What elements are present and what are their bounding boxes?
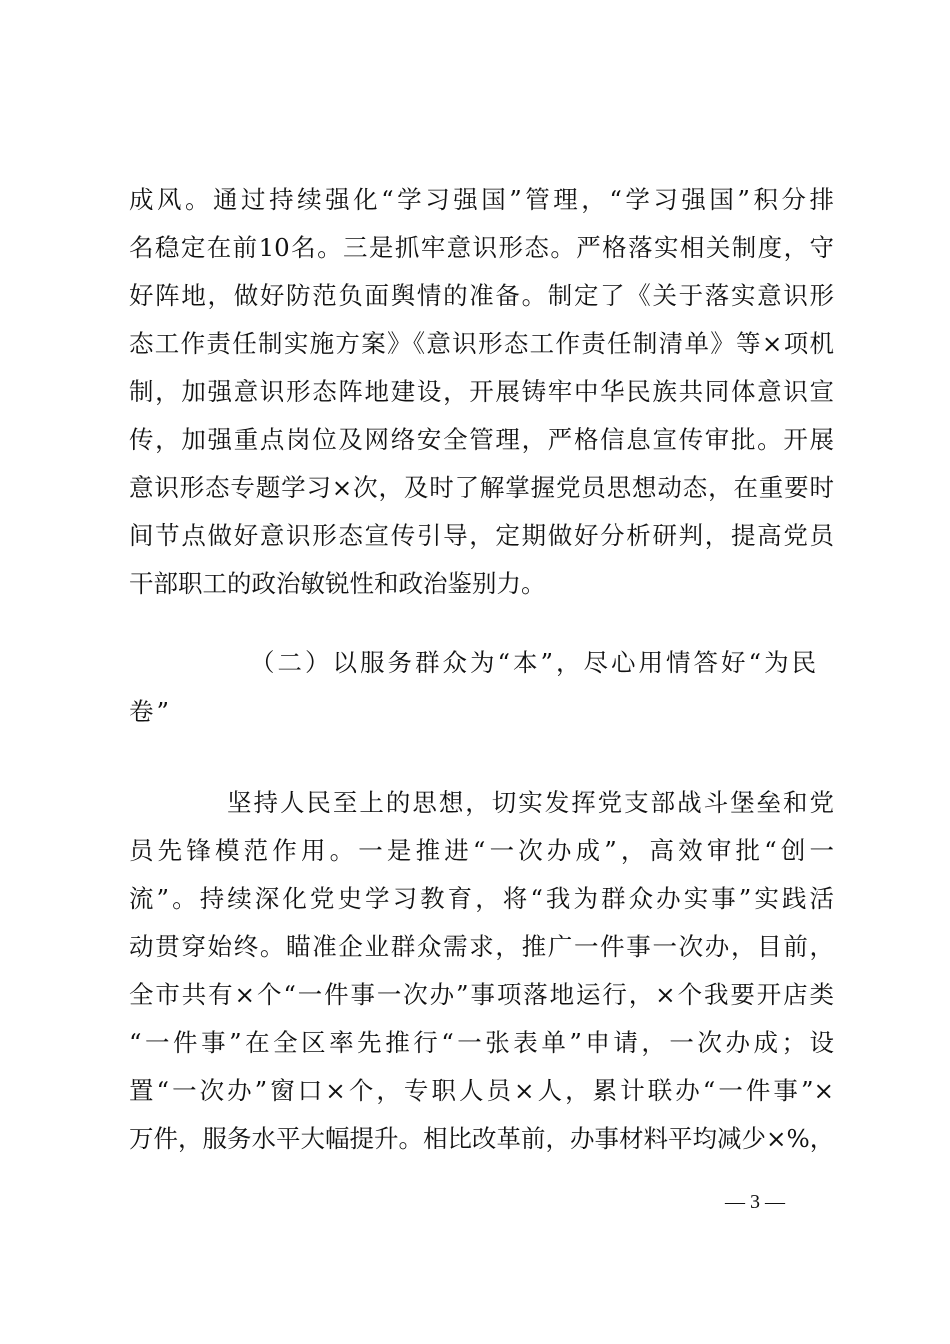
paragraph-line: 传，加强重点岗位及网络安全管理，严格信息宣传审批。开展 <box>129 425 834 454</box>
paragraph-line: 动贯穿始终。瞄准企业群众需求，推广一件事一次办，目前， <box>129 932 834 961</box>
paragraph-line: 万件，服务水平大幅提升。相比改革前，办事材料平均减少×%， <box>129 1124 835 1153</box>
section-heading-continuation: 卷” <box>129 697 173 726</box>
paragraph-line: 间节点做好意识形态宣传引导，定期做好分析研判，提高党员 <box>129 521 834 550</box>
section-heading: （二）以服务群众为“本”，尽心用情答好“为民 <box>250 648 820 677</box>
paragraph-line: 置“一次办”窗口×个，专职人员×人，累计联办“一件事”× <box>129 1076 834 1105</box>
paragraph-line: 好阵地，做好防范负面舆情的准备。制定了《关于落实意识形 <box>129 281 834 310</box>
paragraph-line: 干部职工的政治敏锐性和政治鉴别力。 <box>129 569 546 598</box>
paragraph-line: 名稳定在前10名。三是抓牢意识形态。严格落实相关制度，守 <box>129 233 834 262</box>
paragraph-line: 成风。通过持续强化“学习强国”管理，“学习强国”积分排 <box>129 185 834 214</box>
paragraph-line: “一件事”在全区率先推行“一张表单”申请，一次办成；设 <box>129 1028 834 1057</box>
paragraph-line: 态工作责任制实施方案》《意识形态工作责任制清单》等×项机 <box>129 329 834 358</box>
paragraph-line: 全市共有×个“一件事一次办”事项落地运行，×个我要开店类 <box>129 980 834 1009</box>
paragraph-line: 坚持人民至上的思想，切实发挥党支部战斗堡垒和党 <box>227 788 834 817</box>
page-number: — 3 — <box>725 1191 785 1213</box>
paragraph-line: 意识形态专题学习×次，及时了解掌握党员思想动态，在重要时 <box>129 473 834 502</box>
paragraph-line: 员先锋模范作用。一是推进“一次办成”，高效审批“创一 <box>129 836 834 865</box>
paragraph-line: 制，加强意识形态阵地建设，开展铸牢中华民族共同体意识宣 <box>129 377 834 406</box>
paragraph-line: 流”。持续深化党史学习教育，将“我为群众办实事”实践活 <box>129 884 834 913</box>
